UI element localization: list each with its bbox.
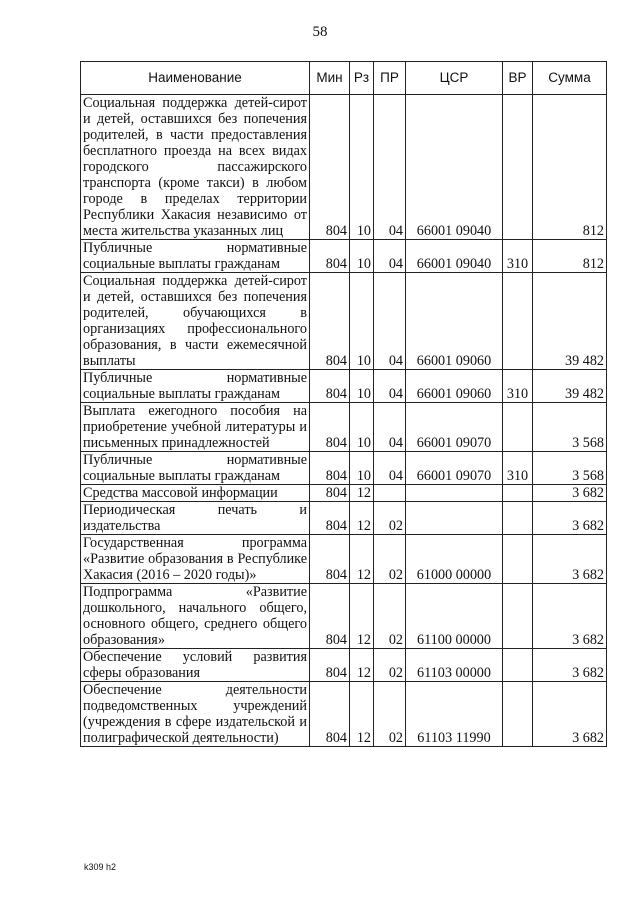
row-sum: 812	[533, 240, 607, 273]
row-pr: 02	[374, 649, 406, 682]
footer-code: k309 h2	[84, 862, 117, 872]
row-min: 804	[310, 584, 350, 649]
row-name: Обеспечение условий развития сферы образования	[81, 649, 310, 682]
row-vr	[503, 485, 533, 502]
row-vr	[503, 502, 533, 535]
row-min: 804	[310, 403, 350, 452]
row-csr: 61103 00000	[406, 649, 503, 682]
row-sum: 3 682	[533, 584, 607, 649]
row-min: 804	[310, 535, 350, 584]
row-name: Публичные нормативные социальные выплаты гражданам	[81, 370, 310, 403]
table-row	[81, 502, 607, 535]
row-pr	[374, 485, 406, 502]
header-rz: Рз	[350, 62, 374, 95]
header-pr: ПР	[374, 62, 406, 95]
row-sum: 3 568	[533, 452, 607, 485]
row-vr	[503, 95, 533, 240]
row-name: Социальная поддержка детей-сирот и детей, оставшихся без попечения родителей, обучающихся в организациях профессионального образования, в части ежемесячной выплаты	[81, 273, 310, 370]
row-csr: 66001 09070	[406, 452, 503, 485]
row-pr: 04	[374, 95, 406, 240]
row-csr: 66001 09040	[406, 95, 503, 240]
row-rz: 12	[350, 485, 374, 502]
row-vr	[503, 584, 533, 649]
row-csr: 66001 09040	[406, 240, 503, 273]
header-sum: Сумма	[533, 62, 607, 95]
row-rz: 12	[350, 682, 374, 747]
row-min: 804	[310, 452, 350, 485]
row-min: 804	[310, 649, 350, 682]
row-csr: 61000 00000	[406, 535, 503, 584]
row-sum: 3 682	[533, 649, 607, 682]
row-rz: 12	[350, 649, 374, 682]
row-rz: 12	[350, 584, 374, 649]
row-rz: 10	[350, 95, 374, 240]
row-sum: 812	[533, 95, 607, 240]
row-vr: 310	[503, 370, 533, 403]
table-row	[81, 403, 607, 452]
row-csr: 61100 00000	[406, 584, 503, 649]
row-name: Государственная программа «Развитие образования в Республике Хакасия (2016 – 2020 годы)»	[81, 535, 310, 584]
row-vr	[503, 403, 533, 452]
row-csr: 66001 09070	[406, 403, 503, 452]
row-min: 804	[310, 682, 350, 747]
row-name: Социальная поддержка детей-сирот и детей, оставшихся без попечения родителей, в части предоставления бесплатного проезда на всех видах городского пассажирского транспорта (кроме такси) в любом городе в пределах территории Республики Хакасия независимо от места жительства указанных лиц	[81, 95, 310, 240]
row-rz: 12	[350, 502, 374, 535]
row-pr: 04	[374, 240, 406, 273]
row-name: Публичные нормативные социальные выплаты гражданам	[81, 240, 310, 273]
row-pr: 04	[374, 403, 406, 452]
row-min: 804	[310, 95, 350, 240]
row-pr: 04	[374, 370, 406, 403]
header-name: Наименование	[81, 62, 310, 95]
row-csr	[406, 485, 503, 502]
table-row	[81, 452, 607, 485]
row-sum: 39 482	[533, 273, 607, 370]
table-row	[81, 273, 607, 370]
table-row	[81, 584, 607, 649]
row-pr: 02	[374, 535, 406, 584]
row-sum: 3 682	[533, 485, 607, 502]
row-pr: 02	[374, 502, 406, 535]
row-name: Обеспечение деятельности подведомственных учреждений (учреждения в сфере издательской и полиграфической деятельности)	[81, 682, 310, 747]
row-name: Периодическая печать и издательства	[81, 502, 310, 535]
row-min: 804	[310, 502, 350, 535]
row-name: Подпрограмма «Развитие дошкольного, начального общего, основного общего, среднего общего образования»	[81, 584, 310, 649]
row-vr	[503, 649, 533, 682]
table-row	[81, 682, 607, 747]
table-row	[81, 649, 607, 682]
row-name: Средства массовой информации	[81, 485, 310, 502]
row-vr	[503, 535, 533, 584]
row-csr	[406, 502, 503, 535]
header-min: Мин	[310, 62, 350, 95]
row-rz: 12	[350, 535, 374, 584]
row-vr	[503, 273, 533, 370]
row-csr: 66001 09060	[406, 370, 503, 403]
row-min: 804	[310, 370, 350, 403]
row-name: Публичные нормативные социальные выплаты гражданам	[81, 452, 310, 485]
row-min: 804	[310, 273, 350, 370]
row-vr: 310	[503, 240, 533, 273]
row-pr: 04	[374, 273, 406, 370]
row-sum: 3 682	[533, 502, 607, 535]
row-csr: 61103 11990	[406, 682, 503, 747]
table-row	[81, 240, 607, 273]
table-header-row	[81, 62, 607, 95]
row-rz: 10	[350, 403, 374, 452]
page-number: 58	[312, 24, 328, 40]
row-name: Выплата ежегодного пособия на приобретение учебной литературы и письменных принадлежностей	[81, 403, 310, 452]
row-sum: 3 682	[533, 682, 607, 747]
table-row	[81, 370, 607, 403]
header-csr: ЦСР	[406, 62, 503, 95]
row-rz: 10	[350, 452, 374, 485]
row-vr	[503, 682, 533, 747]
row-sum: 39 482	[533, 370, 607, 403]
table-row	[81, 535, 607, 584]
row-rz: 10	[350, 240, 374, 273]
row-min: 804	[310, 485, 350, 502]
row-rz: 10	[350, 273, 374, 370]
table-row	[81, 485, 607, 502]
row-sum: 3 568	[533, 403, 607, 452]
row-rz: 10	[350, 370, 374, 403]
row-vr: 310	[503, 452, 533, 485]
row-sum: 3 682	[533, 535, 607, 584]
table-row	[81, 95, 607, 240]
budget-table	[80, 61, 607, 747]
row-pr: 02	[374, 584, 406, 649]
row-pr: 02	[374, 682, 406, 747]
row-min: 804	[310, 240, 350, 273]
header-vr: ВР	[503, 62, 533, 95]
row-csr: 66001 09060	[406, 273, 503, 370]
row-pr: 04	[374, 452, 406, 485]
